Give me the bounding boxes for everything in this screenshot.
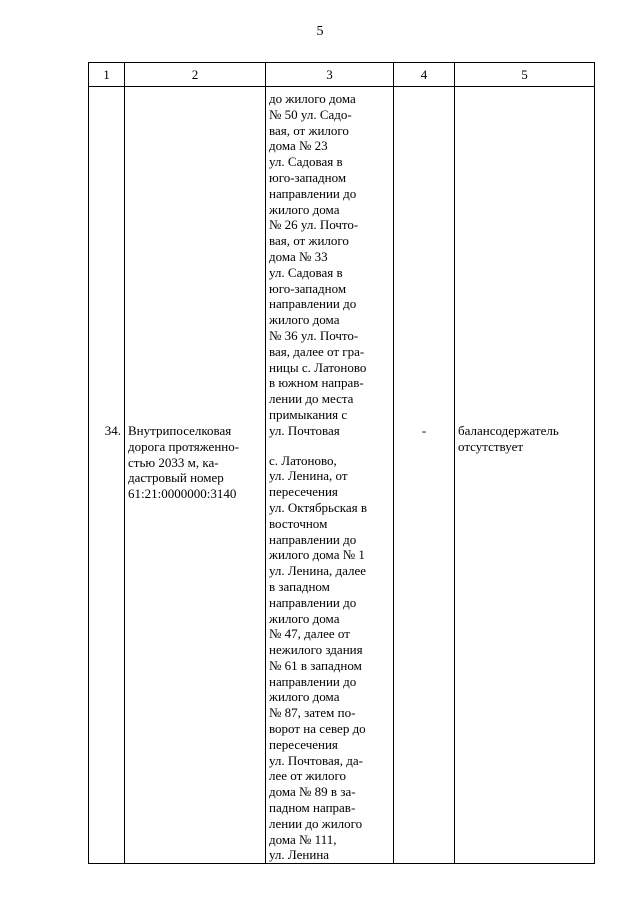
header-cell-2: 2 (125, 63, 266, 87)
road-route: с. Латоново, ул. Ленина, от пересечения ул. Октябрьская в восточном направлении до жилого дома № 1 ул. Ленина, далее в западном направлении до жилого дома № 47, далее от нежилого здания № 61 в западном направлении до жилого дома № 87, затем по- ворот на север до пересечения ул. Почтовая, да- лее от жилого дома № 89 в за- падном направ- лении до жилого дома № 111, ул. Ленина (269, 452, 368, 863)
roads-table (88, 62, 595, 864)
header-cell-5: 5 (455, 63, 595, 87)
row-number: 34. (104, 423, 121, 438)
description-cell (125, 87, 266, 864)
header-cell-4: 4 (394, 63, 455, 87)
continued-route-text: до жилого дома № 50 ул. Садо- вая, от жилого дома № 23 ул. Садовая в юго-западном направлении до жилого дома № 26 ул. Почто- вая, от жилого дома № 33 ул. Садовая в юго-западном направлении до жилого дома № 36 ул. Почто- вая, далее от гра- ницы с. Латоново в южном направ- лении до места примыкания с ул. Почтовая (269, 91, 367, 438)
header-cell-3: 3 (266, 63, 394, 87)
table-header-row (89, 63, 595, 87)
page-number: 5 (316, 24, 324, 39)
balance-holder: балансодержатель отсутствует (458, 423, 559, 454)
header-cell-1: 1 (89, 63, 125, 87)
table-row (89, 87, 595, 864)
row-number-cell (89, 87, 125, 864)
road-description: Внутрипоселковая дорога протяженно- стью 2033 м, ка- дастровый номер 61:21:0000000:3140 (128, 423, 240, 502)
holder-cell (455, 87, 595, 864)
col4-cell (394, 87, 455, 864)
route-cell (266, 87, 394, 864)
col4-value: - (421, 423, 427, 438)
